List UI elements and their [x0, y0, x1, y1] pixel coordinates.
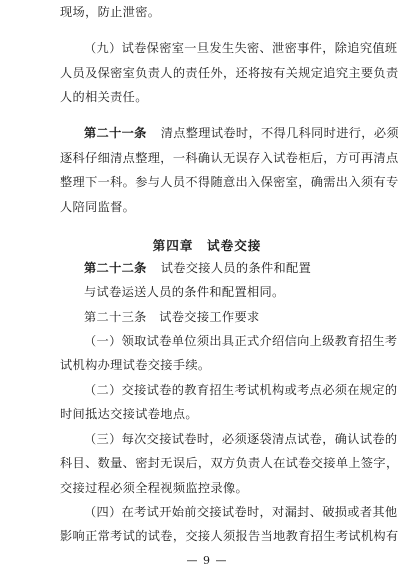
text-line: 与试卷运送人员的条件和配置相同。: [84, 285, 285, 299]
text-line: 人的相关责任。: [60, 90, 148, 104]
article-23-line: 第二十三条 试卷交接工作要求: [84, 310, 260, 324]
article-21-line: [84, 125, 399, 141]
article-text: 试卷交接人员的条件和配置: [160, 261, 312, 275]
text-line: 科目、数量、密封无误后，双方负责人在试卷交接单上签字，: [60, 456, 399, 470]
text-line: 时间抵达交接试卷地点。: [60, 407, 198, 421]
article-text: 清点整理试卷时，不得几科同时进行，必须: [160, 126, 399, 140]
text-line: 影响正常考试的试卷，交接人须报告当地教育招生考试机构有: [60, 529, 399, 543]
text-line: （三）每次交接试卷时，必须逐袋清点试卷，确认试卷的: [84, 432, 398, 446]
chapter-heading: 第四章 试卷交接: [152, 238, 262, 253]
text-line: 试机构办理试卷交接手续。: [60, 358, 211, 372]
article-number: 第二十二条: [84, 261, 147, 275]
text-line: 人员及保密室负责人的责任外，还将按有关规定追究主要负责: [60, 66, 399, 80]
article-number: 第二十一条: [84, 126, 147, 140]
text-line: 逐科仔细清点整理，一科确认无误存入试卷柜后，方可再清点: [60, 151, 399, 165]
text-line: （四）在考试开始前交接试卷时，对漏封、破损或者其他: [84, 505, 398, 519]
text-line: 交接过程必须全程视频监控录像。: [60, 481, 249, 495]
text-line: 整理下一科。参与人员不得随意出入保密室，确需出入须有专: [60, 175, 399, 189]
text-line: （二）交接试卷的教育招生考试机构或考点必须在规定的: [84, 383, 398, 397]
text-line: 人陪同监督。: [60, 200, 136, 214]
page-number: — 9 —: [186, 554, 228, 567]
text-line: （一）领取试卷单位须出具正式介绍信向上级教育招生考: [84, 334, 398, 348]
text-line: 现场，防止泄密。: [60, 5, 161, 19]
article-22-line: [84, 260, 311, 276]
text-line: （九）试卷保密室一旦发生失密、泄密事件，除追究值班: [84, 41, 398, 55]
